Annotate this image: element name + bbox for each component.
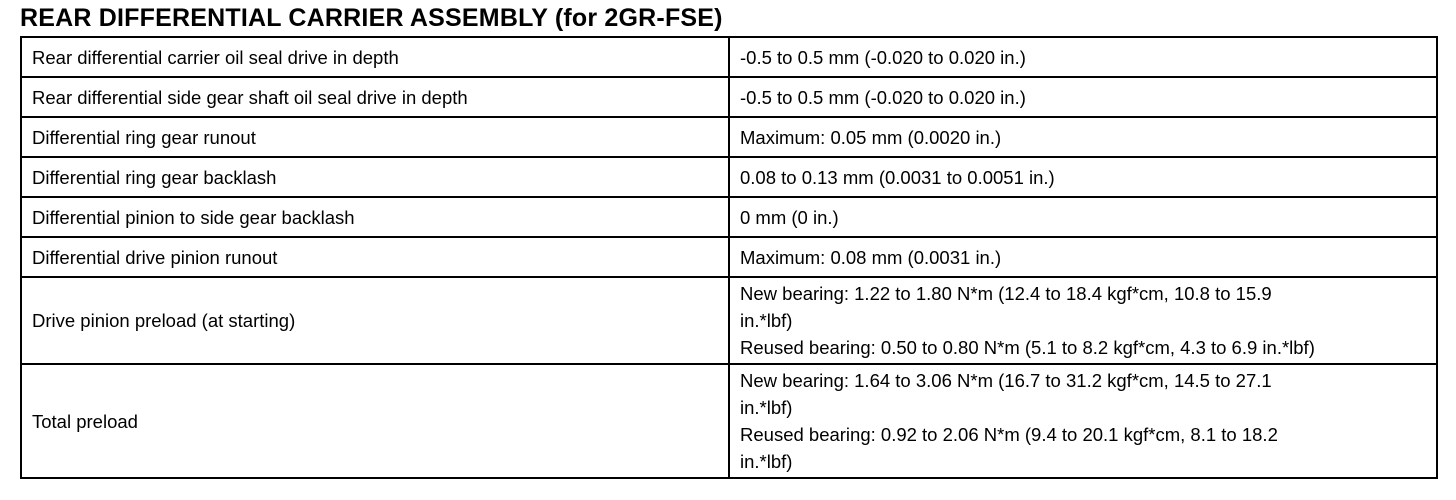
spec-value <box>729 364 1437 478</box>
table-row <box>21 37 1437 77</box>
spec-value: -0.5 to 0.5 mm (-0.020 to 0.020 in.) <box>729 77 1437 117</box>
table-row <box>21 364 1437 478</box>
table-row <box>21 77 1437 117</box>
spec-item: Differential pinion to side gear backlash <box>21 197 729 237</box>
spec-value-line: Reused bearing: 0.50 to 0.80 N*m (5.1 to 8.2 kgf*cm, 4.3 to 6.9 in.*lbf) <box>740 337 1315 358</box>
spec-item: Total preload <box>21 364 729 478</box>
spec-value-line: New bearing: 1.22 to 1.80 N*m (12.4 to 18.4 kgf*cm, 10.8 to 15.9 <box>740 283 1272 304</box>
table-row <box>21 277 1437 364</box>
spec-value-line: in.*lbf) <box>740 451 793 472</box>
spec-value-line: in.*lbf) <box>740 397 793 418</box>
spec-value: -0.5 to 0.5 mm (-0.020 to 0.020 in.) <box>729 37 1437 77</box>
table-row <box>21 117 1437 157</box>
spec-value-line: in.*lbf) <box>740 310 793 331</box>
spec-value <box>729 277 1437 364</box>
spec-value: Maximum: 0.08 mm (0.0031 in.) <box>729 237 1437 277</box>
spec-item: Differential ring gear runout <box>21 117 729 157</box>
table-row <box>21 237 1437 277</box>
spec-value: Maximum: 0.05 mm (0.0020 in.) <box>729 117 1437 157</box>
spec-value: 0 mm (0 in.) <box>729 197 1437 237</box>
table-row <box>21 157 1437 197</box>
spec-item: Differential drive pinion runout <box>21 237 729 277</box>
specification-table <box>20 36 1438 479</box>
table-row <box>21 197 1437 237</box>
spec-item: Differential ring gear backlash <box>21 157 729 197</box>
spec-value: 0.08 to 0.13 mm (0.0031 to 0.0051 in.) <box>729 157 1437 197</box>
spec-value-line: New bearing: 1.64 to 3.06 N*m (16.7 to 31.2 kgf*cm, 14.5 to 27.1 <box>740 370 1272 391</box>
spec-item: Drive pinion preload (at starting) <box>21 277 729 364</box>
page-title: REAR DIFFERENTIAL CARRIER ASSEMBLY (for 2GR-FSE) <box>20 4 723 32</box>
spec-value-line: Reused bearing: 0.92 to 2.06 N*m (9.4 to 20.1 kgf*cm, 8.1 to 18.2 <box>740 424 1278 445</box>
spec-item: Rear differential carrier oil seal drive in depth <box>21 37 729 77</box>
spec-item: Rear differential side gear shaft oil seal drive in depth <box>21 77 729 117</box>
